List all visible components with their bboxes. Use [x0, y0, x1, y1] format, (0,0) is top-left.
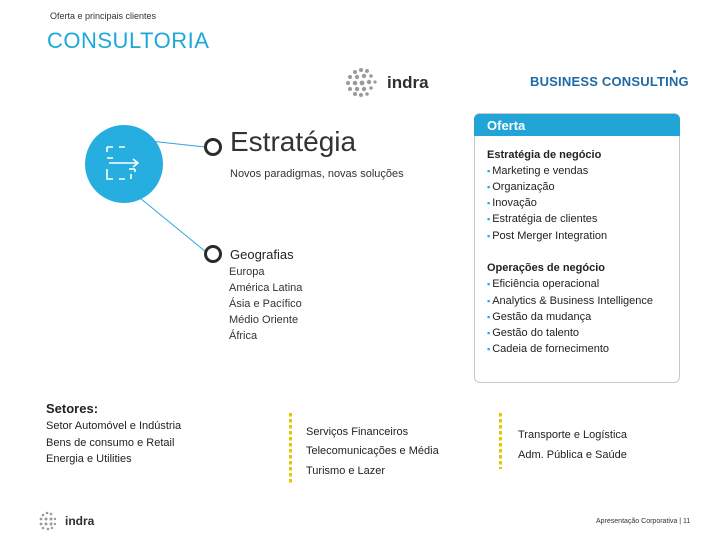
- offer-item: ▪ Eficiência operacional: [487, 278, 599, 290]
- strategy-circle: [85, 125, 163, 203]
- indra-dots-icon: [38, 510, 108, 532]
- footer-indra-logo: [38, 510, 108, 537]
- setores-title: Setores:: [46, 401, 99, 416]
- region-item: Médio Oriente: [229, 314, 299, 326]
- geografias-title: Geografias: [230, 247, 294, 262]
- indra-wordmark: indra: [65, 514, 95, 528]
- estrategia-node: [204, 138, 222, 156]
- footer-label: [596, 518, 690, 525]
- sector-divider: [289, 413, 292, 483]
- sector-item: Bens de consumo e Retail: [46, 437, 175, 449]
- offer-item: ▪ Gestão do talento: [487, 327, 579, 339]
- offer-item: ▪ Organização: [487, 181, 555, 193]
- page-number: 11: [683, 518, 691, 525]
- business-consulting-logo: BUSINESS CONSULTING: [530, 74, 689, 89]
- offer-item: ▪ Inovação: [487, 197, 537, 209]
- estrategia-title: Estratégia: [230, 126, 357, 157]
- offer-group-title: Estratégia de negócio: [487, 149, 602, 161]
- oferta-header-label: Oferta: [487, 118, 526, 133]
- footer-separator: |: [679, 518, 684, 525]
- region-item: Ásia e Pacífico: [229, 298, 302, 310]
- indra-wordmark: indra: [387, 73, 429, 92]
- region-item: África: [229, 330, 258, 342]
- estrategia-subtitle: Novos paradigmas, novas soluções: [230, 168, 404, 180]
- sector-item: Serviços Financeiros: [306, 426, 409, 438]
- offer-item: ▪ Marketing e vendas: [487, 165, 588, 177]
- sector-divider: [499, 413, 502, 469]
- offer-item: ▪ Estratégia de clientes: [487, 213, 597, 225]
- sector-item: Setor Automóvel e Indústria: [46, 420, 182, 432]
- geografias-node: [204, 245, 222, 263]
- sector-item: Adm. Pública e Saúde: [518, 449, 627, 461]
- sector-item: Transporte e Logística: [518, 429, 628, 441]
- region-item: América Latina: [229, 282, 303, 294]
- sector-item: Energia e Utilities: [46, 453, 132, 465]
- offer-item: ▪ Gestão da mudança: [487, 311, 591, 323]
- sector-item: Turismo e Lazer: [306, 465, 386, 477]
- arrow-frames-icon: [85, 125, 163, 203]
- offer-item: ▪ Post Merger Integration: [487, 230, 607, 242]
- sector-item: Telecomunicações e Média: [306, 445, 439, 457]
- offer-item: ▪ Cadeia de fornecimento: [487, 343, 609, 355]
- footer-presentation-label: Apresentação Corporativa: [596, 518, 678, 525]
- region-item: Europa: [229, 266, 265, 278]
- page-title: CONSULTORIA: [47, 28, 210, 53]
- breadcrumb: Oferta e principais clientes: [50, 11, 157, 21]
- offer-group-title: Operações de negócio: [487, 262, 605, 274]
- offer-item: ▪ Analytics & Business Intelligence: [487, 295, 653, 307]
